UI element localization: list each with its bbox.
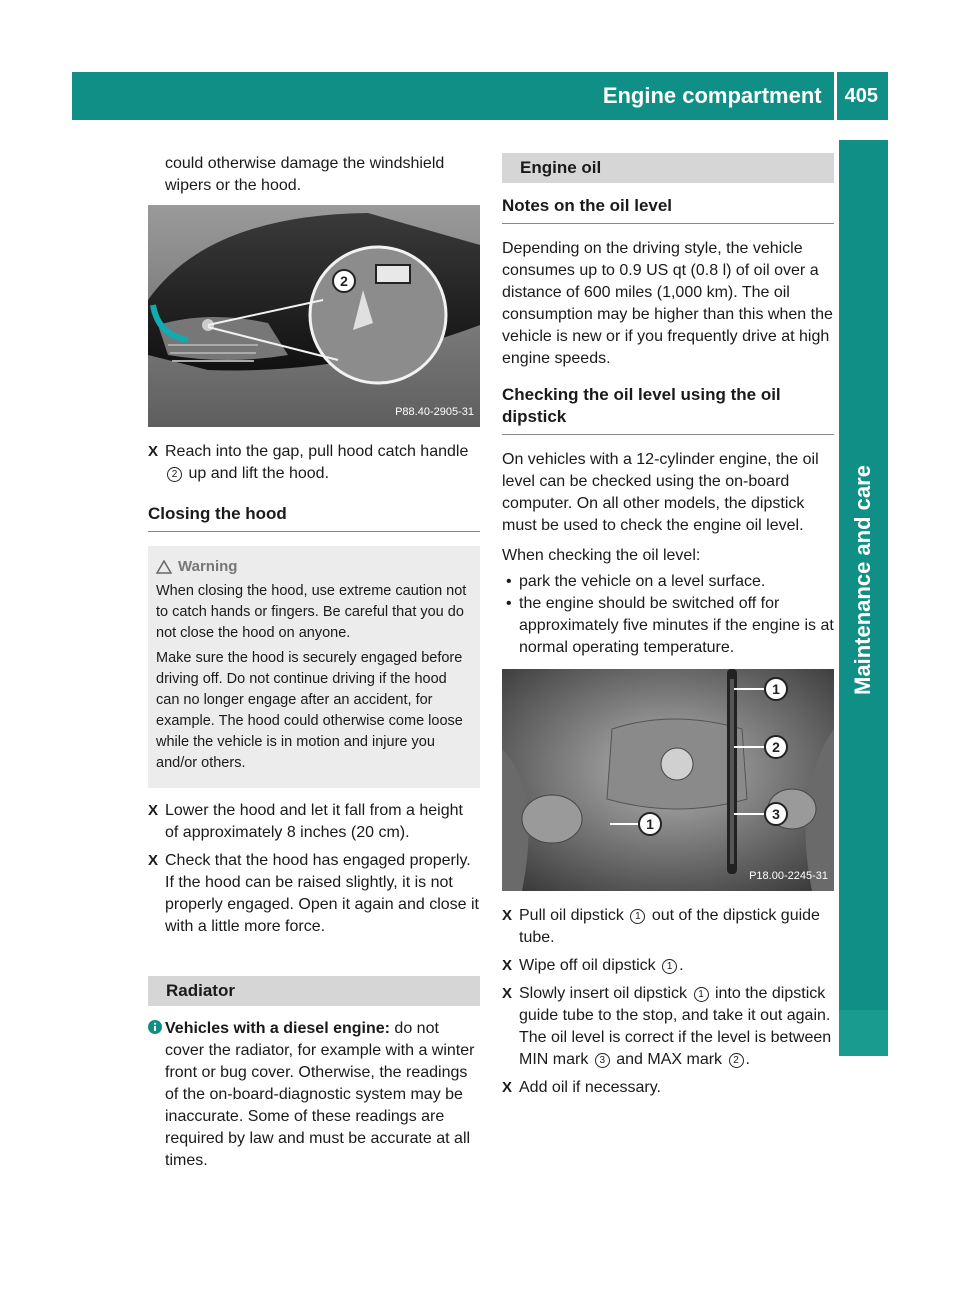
bullet-glyph: • xyxy=(506,573,512,590)
side-tab-marker xyxy=(839,1010,888,1056)
callout-circle: 1 xyxy=(694,987,709,1002)
callout-circle: 1 xyxy=(662,959,677,974)
callout-circle: 3 xyxy=(595,1053,610,1068)
step-text: Slowly insert oil dipstick xyxy=(519,985,688,1002)
step-insert xyxy=(502,983,834,1071)
step-wipe xyxy=(502,955,834,977)
page-header xyxy=(72,72,888,120)
step-text: Add oil if necessary. xyxy=(519,1079,661,1096)
step-pull xyxy=(502,905,834,949)
engine-oil-heading: Engine oil xyxy=(502,153,834,183)
right-column xyxy=(502,153,834,1105)
bullet-text: park the vehicle on a level surface. xyxy=(519,573,766,590)
step-check xyxy=(148,850,480,938)
warning-text-2: Make sure the hood is securely engaged before driving off. Do not continue driving if the hood can no longer engage after an accident, for example. The hood could otherwise come loose while the vehicle is in motion and injure you and/or others. xyxy=(156,650,463,771)
step-text: The oil level is correct if the level is between MIN mark xyxy=(519,1029,832,1068)
bullet-text: the engine should be switched off for approximately five minutes if the engine is at normal operating temperature. xyxy=(519,595,834,656)
figure2-callout: 1 xyxy=(772,681,780,697)
step-marker: X xyxy=(148,852,159,869)
step-marker: X xyxy=(502,1079,513,1096)
step-text: into the dipstick guide tube to the stop, and take it out again. xyxy=(519,985,831,1024)
hood-figure xyxy=(148,205,480,427)
hood-photo xyxy=(148,205,480,427)
checking-heading: Checking the oil level using the oil dipstick xyxy=(502,384,834,435)
intro-text: could otherwise damage the windshield wipers or the hood. xyxy=(165,155,445,194)
step-text: Reach into the gap, pull hood catch handle xyxy=(165,443,469,460)
step-text: . xyxy=(679,957,684,974)
step-text: Check that the hood has engaged properly. If the hood can be raised slightly, it is not properly engaged. Open it again and close it with a little more force. xyxy=(165,852,479,935)
step-text: Lower the hood and let it fall from a height of approximately 8 inches (20 cm). xyxy=(165,802,463,841)
warning-triangle-icon xyxy=(156,560,172,574)
figure2-code: P18.00-2245-31 xyxy=(749,870,828,882)
figure1-code: P88.40-2905-31 xyxy=(395,406,474,418)
engine-photo xyxy=(502,669,834,891)
warning-text-1: When closing the hood, use extreme caution not to catch hands or fingers. Be careful that you do not close the hood on anyone. xyxy=(156,583,467,641)
step-marker: X xyxy=(502,957,513,974)
step-text: Wipe off oil dipstick xyxy=(519,957,656,974)
radiator-info xyxy=(148,1018,480,1172)
info-icon xyxy=(148,1020,162,1034)
when-checking-text: When checking the oil level: xyxy=(502,547,701,564)
bullet-item xyxy=(502,571,834,593)
figure2-callout: 3 xyxy=(772,806,780,822)
callout-circle: 2 xyxy=(167,467,182,482)
notes-text: Depending on the driving style, the vehicle consumes up to 0.9 US qt (0.8 l) of oil over a distance of 600 miles (1,000 km). The oil consumption may be higher than this when the vehicle is new or if you frequently drive at high engine speeds. xyxy=(502,240,833,367)
checking-text: On vehicles with a 12-cylinder engine, the oil level can be checked using the on-board computer. On all other models, the dipstick must be used to check the engine oil level. xyxy=(502,451,819,534)
figure2-callout: 2 xyxy=(772,739,780,755)
step-marker: X xyxy=(502,985,513,1002)
side-tab-label: Maintenance and care xyxy=(850,465,875,695)
radiator-text: do not cover the radiator, for example with a winter front or bug cover. Otherwise, the readings of the on-board-diagnostic system may be inaccurate. Some of these readings are required by law and must be accurate at all times. xyxy=(165,1020,475,1169)
step-text: Pull oil dipstick xyxy=(519,907,624,924)
step-text: and MAX mark xyxy=(616,1051,723,1068)
radiator-bold: Vehicles with a diesel engine: xyxy=(165,1020,390,1037)
step-lower xyxy=(148,800,480,844)
step-add-oil xyxy=(502,1077,834,1099)
warning-box xyxy=(148,546,480,788)
warning-header xyxy=(156,556,472,577)
step-marker: X xyxy=(148,443,159,460)
page-number: 405 xyxy=(844,84,878,107)
callout-circle: 1 xyxy=(630,909,645,924)
bullet-item xyxy=(502,593,834,659)
step-marker: X xyxy=(148,802,159,819)
notes-heading: Notes on the oil level xyxy=(502,195,834,224)
step-text: out of the dipstick guide tube. xyxy=(519,907,820,946)
figure2-callout: 1 xyxy=(646,816,654,832)
bullet-glyph: • xyxy=(506,595,512,612)
step-text: up and lift the hood. xyxy=(188,465,330,482)
left-column xyxy=(148,153,480,1172)
closing-heading: Closing the hood xyxy=(148,503,480,532)
step-text: . xyxy=(745,1051,750,1068)
warning-title: Warning xyxy=(178,558,238,575)
figure1-callout: 2 xyxy=(340,273,348,289)
radiator-heading: Radiator xyxy=(148,976,480,1006)
dipstick-figure xyxy=(502,669,834,891)
step-reach xyxy=(148,441,480,485)
callout-circle: 2 xyxy=(729,1053,744,1068)
step-marker: X xyxy=(502,907,513,924)
header-title: Engine compartment xyxy=(602,83,822,108)
